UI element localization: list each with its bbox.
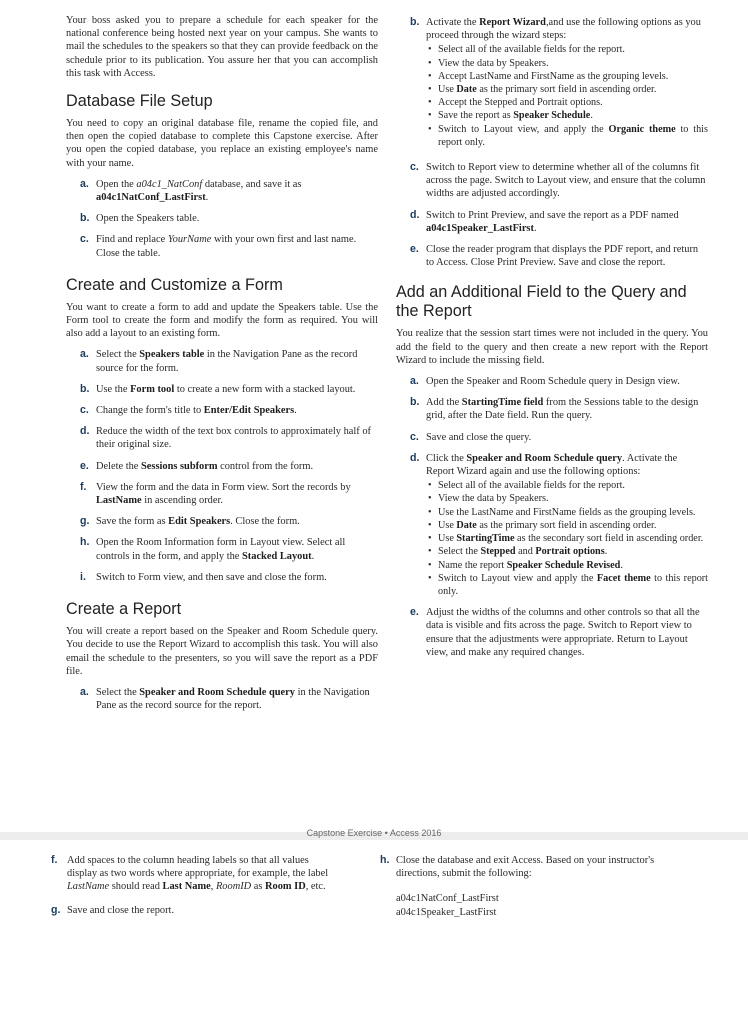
heading-add-additional-field: Add an Additional Field to the Query and the Report [396, 283, 687, 321]
page2-left-column [37, 854, 341, 917]
step-text: Close the database and exit Access. Based on your instructor's directions, submit the following: [396, 855, 655, 880]
step-text: Delete the [96, 460, 142, 472]
step-letter: f. [51, 854, 58, 866]
bullet-item [426, 83, 708, 96]
report-step-b [396, 16, 708, 149]
bullet-text: to this report only. [438, 572, 709, 597]
bold-term: Speaker and Room Schedule query [139, 686, 295, 698]
step-text: Activate the [426, 17, 480, 28]
database-setup-intro: You need to copy an original database file, rename the copied file, and then open the copied database to complete this Capstone exercise. After you open the copied database, you replace an existing employee's name with your name. [66, 118, 378, 169]
step-text: as [251, 881, 266, 893]
report-step-d [396, 209, 708, 235]
bullet-text: Use [438, 84, 457, 96]
field-step-c [396, 431, 708, 444]
bullet-text: Select the [438, 546, 481, 558]
field-step-e [396, 606, 708, 659]
step-letter: h. [80, 536, 90, 549]
step-text: Save the form as [96, 516, 169, 528]
step-text: in the Navigation Pane as the record source for the form. [96, 349, 358, 374]
bold-term: Speakers table [139, 349, 205, 361]
step-text: Save and close the query. [426, 431, 532, 443]
step-text: to create a new form with a stacked layout. [174, 383, 356, 395]
step-letter: h. [380, 854, 390, 866]
step-letter: g. [51, 903, 61, 916]
bold-term: Speaker and Room Schedule query [466, 452, 623, 464]
heading-create-customize-form: Create and Customize a Form [66, 275, 283, 294]
bold-term: Edit Speakers [168, 516, 231, 528]
step-letter: c. [410, 161, 419, 174]
step-letter: g. [80, 515, 90, 528]
step-text: Open the Speaker and Room Schedule query in Design view. [426, 376, 680, 388]
left-column [66, 14, 378, 712]
step-letter: f. [80, 480, 87, 493]
bullet-text: Name the report [438, 559, 507, 571]
bullet-text: as the secondary sort field in ascending order. [514, 533, 704, 545]
field-step-d [396, 452, 708, 598]
step-text: Open the Speakers table. [96, 213, 200, 225]
bullet-text: Use [438, 533, 457, 545]
bold-term: Portrait options [535, 546, 605, 558]
submission-file: a04c1NatConf_LastFirst [396, 893, 499, 905]
step-text: control from the form. [217, 460, 314, 472]
step-text: Add spaces to the column heading labels so that all values display as two words where appropriate, for example, the label [67, 855, 329, 880]
pdf-file-name: a04c1Speaker_LastFirst [426, 222, 534, 234]
step-text: with your own first and last name. Close the table. [96, 234, 357, 259]
step-letter: b. [80, 382, 90, 395]
step-text: Reduce the width of the text box controls to approximately half of their original size. [96, 426, 371, 451]
bullet-item [426, 492, 708, 505]
step-text: . [294, 405, 297, 417]
bullet-item [426, 57, 708, 70]
bold-term: Date [456, 84, 477, 96]
step-letter: d. [410, 208, 420, 221]
form-step-h [66, 536, 378, 562]
bullet-item [426, 43, 708, 56]
placeholder-name: YourName [167, 234, 212, 246]
bullet-item [426, 109, 708, 122]
step-letter: d. [410, 451, 420, 464]
step-letter: c. [80, 404, 89, 417]
step-text: . [311, 550, 315, 562]
bullet-item [426, 479, 708, 492]
step-letter: b. [410, 16, 420, 28]
bullet-item [426, 572, 708, 598]
step-text: ,and use the following options as you proceed through the wizard steps: [426, 17, 701, 42]
bullet-text: Select all of the available fields for the report. [438, 44, 625, 56]
step-text: from the Sessions table to the design grid, after the Date field. Run the query. [426, 397, 699, 422]
step-text: , etc. [305, 881, 326, 893]
step-text: . Activate the Report Wizard again and use the following options: [426, 452, 678, 478]
step-text: Select the [96, 349, 140, 361]
report-step-a [66, 686, 378, 712]
bullet-text: as the primary sort field in ascending order. [476, 519, 657, 531]
form-step-a [66, 348, 378, 374]
step-text: should read [109, 881, 163, 893]
bullet-item [426, 70, 708, 83]
form-step-c [66, 404, 378, 417]
bullet-text: Use the LastName and FirstName fields as the grouping levels. [438, 506, 696, 518]
step-text: Open the Room Information form in Layout view. Select all controls in the form, and apply the [96, 537, 346, 562]
bullet-text: as the primary sort field in ascending order. [476, 84, 657, 96]
bullet-text: to this report only. [438, 123, 708, 148]
step-letter: b. [80, 212, 90, 225]
form-step-g [66, 515, 378, 528]
step-letter: a. [80, 348, 89, 361]
step-letter: e. [80, 459, 89, 472]
step-text: Use the [96, 383, 131, 395]
step-text: in ascending order. [141, 495, 223, 507]
right-column [396, 14, 708, 659]
wizard-options-list-revised [426, 479, 708, 598]
step-text: . Close the form. [230, 516, 300, 528]
bullet-text: and [515, 546, 536, 558]
report-step-f [37, 854, 341, 894]
bold-term: Stepped [480, 546, 516, 558]
form-step-e [66, 460, 378, 473]
setup-step-c [66, 233, 378, 259]
bullet-text: Select all of the available fields for the report. [438, 480, 625, 492]
bold-term: Organic theme [608, 123, 676, 135]
step-text: Find and replace [96, 234, 168, 246]
step-text: Add the [426, 397, 462, 409]
step-text: , [210, 881, 216, 893]
step-text: Open the [96, 178, 137, 190]
step-letter: a. [80, 177, 89, 190]
step-text: . [533, 222, 537, 234]
step-letter: b. [410, 396, 420, 409]
step-text: Close the reader program that displays the PDF report, and return to Access. Close Print Preview. Save and close the report. [426, 244, 699, 269]
page-2 [0, 840, 748, 1024]
bullet-item [426, 96, 708, 109]
step-letter: c. [410, 430, 419, 443]
step-text: Adjust the widths of the columns and other controls so that all the data is visible and fits across the page. Switch to Report view to ensure that the adjustments were appropriate. Return to Layout view, and make any required changes. [426, 607, 700, 658]
step-text: Save and close the report. [67, 904, 175, 916]
intro-paragraph: Your boss asked you to prepare a schedule for each speaker for the national conference being hosted next year on your campus. She wants to mail the schedules to the speakers so that they can provide feedback on the schedule prior to its publication. You assure her that you can accomplish this task with Access. [66, 15, 378, 79]
step-letter: e. [410, 606, 419, 619]
step-letter: a. [80, 685, 89, 698]
page2-right-column [366, 854, 696, 919]
step-letter: a. [410, 375, 419, 388]
bold-term: Room ID [265, 881, 306, 893]
bold-term: Enter/Edit Speakers [203, 405, 295, 417]
bold-term: StartingTime [456, 533, 515, 545]
bullet-text: View the data by Speakers. [438, 57, 549, 69]
final-step-h [366, 854, 696, 919]
bullet-text: View the data by Speakers. [438, 493, 549, 505]
wizard-options-list [426, 43, 708, 149]
create-form-intro: You want to create a form to add and update the Speakers table. Use the Form tool to create the form and modify the form as required. You will also add a layout to an existing form. [66, 301, 378, 340]
bold-term: Last Name [162, 881, 211, 893]
step-text: Click the [426, 452, 467, 464]
step-text: Switch to Form view, and then save and close the form. [96, 571, 327, 583]
bullet-text: . [590, 110, 593, 122]
bold-term: Speaker Schedule [513, 110, 591, 122]
bullet-text: Save the report as [438, 110, 514, 122]
step-text: Select the [96, 686, 140, 698]
bullet-text: Accept LastName and FirstName as the grouping levels. [438, 70, 669, 82]
page-footer: Capstone Exercise • Access 2016 [306, 828, 442, 838]
heading-database-file-setup: Database File Setup [66, 92, 213, 111]
bullet-item [426, 506, 708, 519]
italic-term: LastName [67, 881, 110, 893]
bullet-item [426, 519, 708, 532]
bold-term: Facet theme [596, 572, 651, 584]
step-letter: i. [80, 570, 86, 583]
bullet-text: Use [438, 519, 457, 531]
submission-file: a04c1Speaker_LastFirst [396, 906, 497, 918]
step-letter: e. [410, 243, 419, 256]
form-step-b [66, 383, 378, 396]
submission-file-list [396, 892, 696, 918]
bullet-item [426, 123, 708, 149]
step-text: Switch to Print Preview, and save the report as a PDF named [426, 209, 679, 221]
bold-term: LastName [96, 495, 142, 507]
bold-term: Form tool [130, 383, 175, 395]
bullet-item [426, 545, 708, 558]
form-step-i [66, 571, 378, 584]
bullet-text: . [604, 546, 608, 558]
step-text: database, and save it as [202, 178, 302, 190]
report-step-c [396, 161, 708, 201]
field-step-b [396, 396, 708, 422]
step-letter: d. [80, 425, 90, 438]
add-field-intro: You realize that the session start times were not included in the query. You add the field to the query and then create a new report with the Report Wizard to include the missing field. [396, 328, 708, 366]
form-step-f [66, 481, 378, 507]
bold-term: Speaker Schedule Revised [506, 559, 621, 571]
report-step-g [37, 904, 341, 917]
step-text: View the form and the data in Form view. Sort the records by [96, 481, 351, 493]
step-text: Switch to Report view to determine whether all of the columns fit across the page. Switch to Layout view, and ensure that the column widths are adjusted accordingly. [426, 162, 706, 200]
bold-term: Stacked Layout [242, 550, 312, 562]
step-letter: c. [80, 233, 89, 246]
setup-step-a [66, 178, 378, 204]
bold-term: Sessions subform [141, 460, 218, 472]
bullet-text: Switch to Layout view and apply the [438, 572, 597, 584]
bullet-text: Switch to Layout view, and apply the [438, 123, 609, 135]
bullet-item [426, 532, 708, 545]
bold-term: StartingTime field [461, 397, 544, 409]
step-text: . [205, 192, 209, 204]
bold-term: Date [456, 519, 477, 531]
bold-term: Report Wizard [479, 17, 546, 28]
field-step-a [396, 375, 708, 388]
form-step-d [66, 425, 378, 451]
step-text: in the Navigation Pane as the record source for the report. [96, 686, 370, 712]
heading-create-report: Create a Report [66, 600, 182, 619]
file-name-original: a04c1_NatConf [136, 178, 203, 190]
italic-term: RoomID [215, 881, 252, 893]
bullet-text: Accept the Stepped and Portrait options. [438, 97, 603, 109]
bullet-text: . [620, 559, 623, 571]
file-name-save-as: a04c1NatConf_LastFirst [96, 192, 206, 204]
setup-step-b [66, 212, 378, 225]
bullet-item [426, 559, 708, 572]
create-report-intro: You will create a report based on the Speaker and Room Schedule query. You decide to use the Report Wizard to accomplish this task. You will also email the schedule to the presenters, so you will save the report as a PDF file. [66, 626, 378, 677]
report-step-e [396, 243, 708, 269]
step-text: Change the form's title to [96, 405, 204, 417]
